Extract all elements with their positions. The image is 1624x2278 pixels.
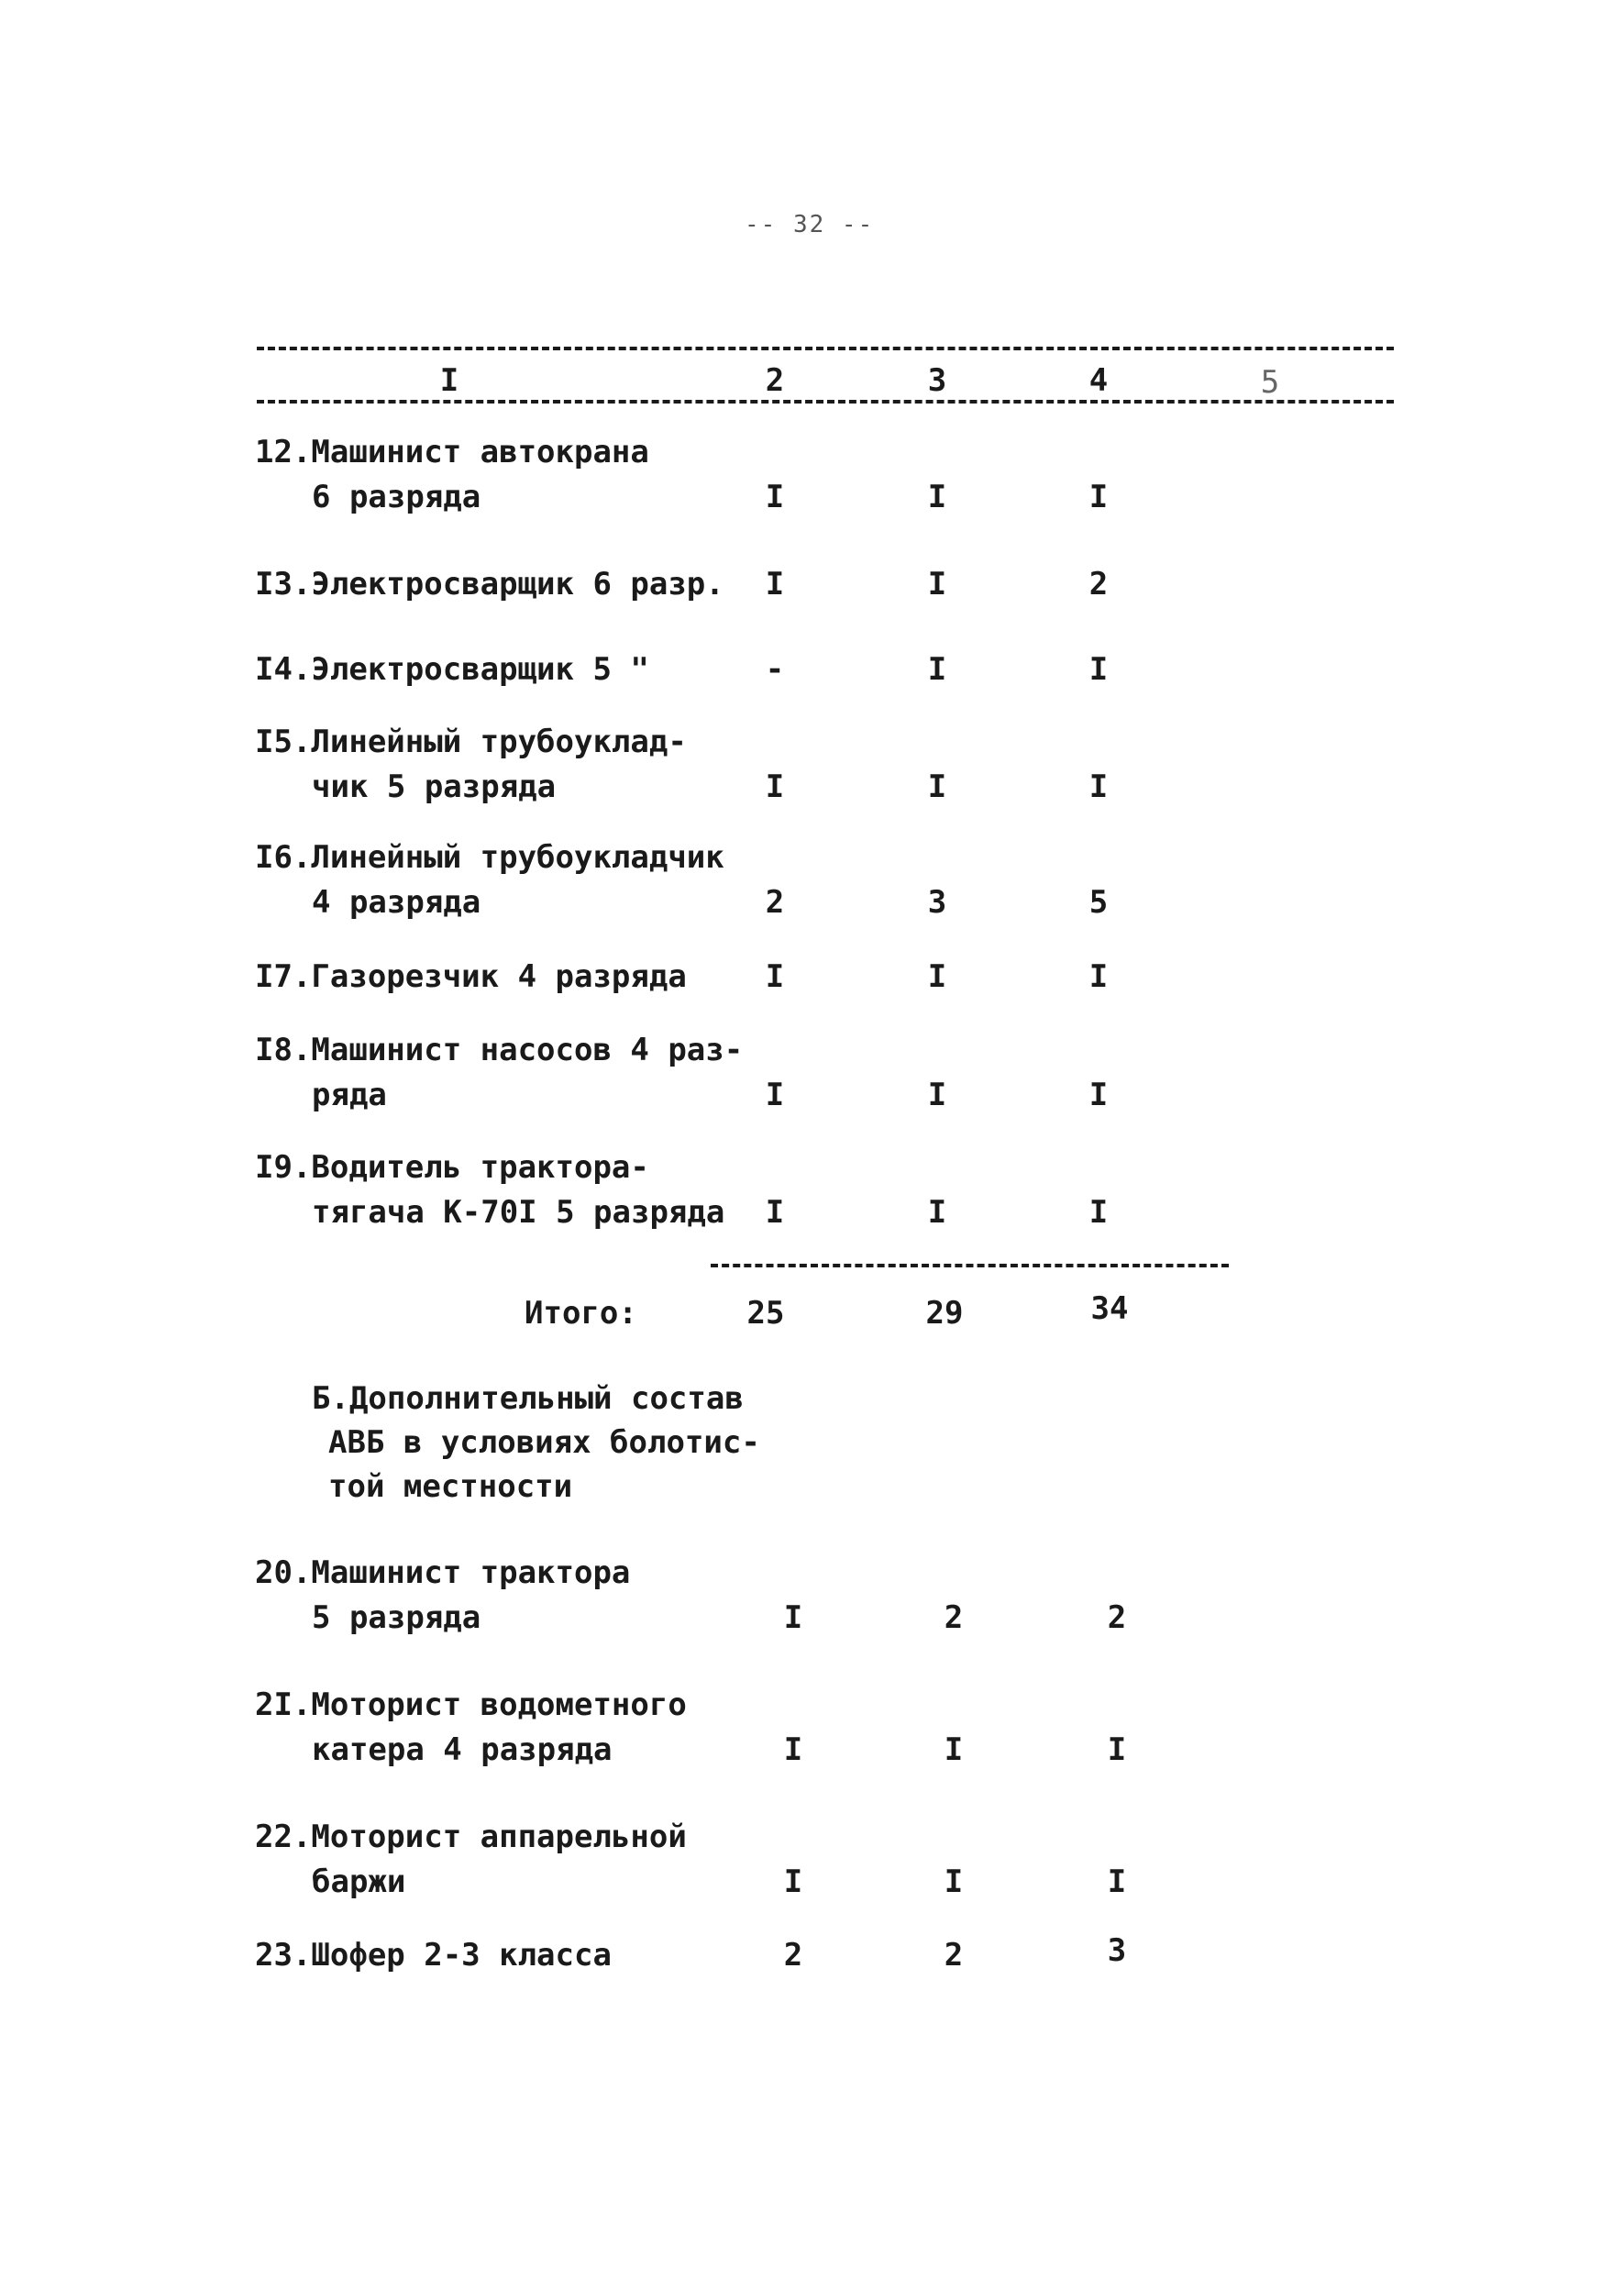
section-b-heading-line2: АВБ в условиях болотис-: [328, 1424, 760, 1461]
row-20-col2: I: [783, 1599, 803, 1636]
row-21-col2: I: [783, 1731, 803, 1768]
row-13-col3: I: [927, 566, 947, 603]
row-19-col3: I: [927, 1194, 947, 1231]
row-20-col3: 2: [944, 1599, 964, 1636]
header-col-5: 5: [1260, 364, 1280, 401]
row-12-col4: I: [1088, 479, 1109, 515]
row-19-col2: I: [765, 1194, 785, 1231]
row-21-label-line2: катера 4 разряда: [312, 1731, 613, 1768]
row-16-col4: 5: [1088, 884, 1109, 921]
row-16-col2: 2: [765, 884, 785, 921]
row-22-col3: I: [944, 1863, 964, 1900]
row-17-col4: I: [1088, 958, 1109, 995]
total-col4: 34: [1090, 1290, 1129, 1327]
row-17-col3: I: [927, 958, 947, 995]
row-19-col4: I: [1088, 1194, 1109, 1231]
header-col-3: 3: [927, 362, 947, 399]
row-22-label-line1: 22.Моторист аппарельной: [255, 1819, 687, 1855]
row-23-col3: 2: [944, 1937, 964, 1974]
row-18-col4: I: [1088, 1077, 1109, 1113]
row-15-col3: I: [927, 769, 947, 805]
row-22-col4: I: [1107, 1863, 1127, 1900]
row-23-col4: 3: [1107, 1932, 1127, 1969]
header-rule-bottom: [257, 400, 1394, 404]
row-20-col4: 2: [1107, 1599, 1127, 1636]
row-17-label: I7.Газорезчик 4 разряда: [255, 958, 687, 995]
row-14-col2: -: [765, 651, 785, 688]
row-18-col3: I: [927, 1077, 947, 1113]
row-21-label-line1: 2I.Моторист водометного: [255, 1686, 687, 1723]
row-21-col3: I: [944, 1731, 964, 1768]
header-rule-top: [257, 347, 1394, 350]
row-18-col2: I: [765, 1077, 785, 1113]
row-12-col3: I: [927, 479, 947, 515]
row-20-label-line2: 5 разряда: [312, 1599, 481, 1636]
row-12-label-line1: 12.Машинист автокрана: [255, 434, 649, 470]
row-13-label: I3.Электросварщик 6 разр.: [255, 566, 724, 603]
row-16-label-line2: 4 разряда: [312, 884, 481, 921]
total-label: Итого:: [525, 1295, 637, 1332]
row-13-col2: I: [765, 566, 785, 603]
page-number: -- 32 --: [745, 211, 875, 238]
row-14-label: I4.Электросварщик 5 ": [255, 651, 649, 688]
row-14-col3: I: [927, 651, 947, 688]
row-16-label-line1: I6.Линейный трубоукладчик: [255, 839, 724, 876]
row-18-label-line1: I8.Машинист насосов 4 раз-: [255, 1032, 744, 1068]
totals-rule: [711, 1264, 1229, 1267]
row-12-label-line2: 6 разряда: [312, 479, 481, 515]
header-col-2: 2: [765, 362, 785, 399]
row-19-label-line1: I9.Водитель трактора-: [255, 1149, 649, 1186]
row-22-col2: I: [783, 1863, 803, 1900]
row-15-col4: I: [1088, 769, 1109, 805]
row-17-col2: I: [765, 958, 785, 995]
row-14-col4: I: [1088, 651, 1109, 688]
row-12-col2: I: [765, 479, 785, 515]
row-15-label-line1: I5.Линейный трубоуклад-: [255, 724, 687, 760]
row-21-col4: I: [1107, 1731, 1127, 1768]
section-b-heading-line3: той местности: [328, 1468, 573, 1505]
row-23-label: 23.Шофер 2-3 класса: [255, 1937, 612, 1974]
row-13-col4: 2: [1088, 566, 1109, 603]
header-col-4: 4: [1088, 362, 1109, 399]
row-16-col3: 3: [927, 884, 947, 921]
total-col3: 29: [925, 1295, 964, 1332]
row-22-label-line2: баржи: [312, 1863, 406, 1900]
row-18-label-line2: ряда: [312, 1077, 387, 1113]
section-b-heading-line1: Б.Дополнительный состав: [312, 1380, 744, 1417]
row-15-label-line2: чик 5 разряда: [312, 769, 557, 805]
row-15-col2: I: [765, 769, 785, 805]
header-col-1: I: [439, 362, 459, 399]
row-23-col2: 2: [783, 1937, 803, 1974]
total-col2: 25: [746, 1295, 785, 1332]
row-20-label-line1: 20.Машинист трактора: [255, 1554, 631, 1591]
row-19-label-line2: тягача К-70I 5 разряда: [312, 1194, 725, 1231]
